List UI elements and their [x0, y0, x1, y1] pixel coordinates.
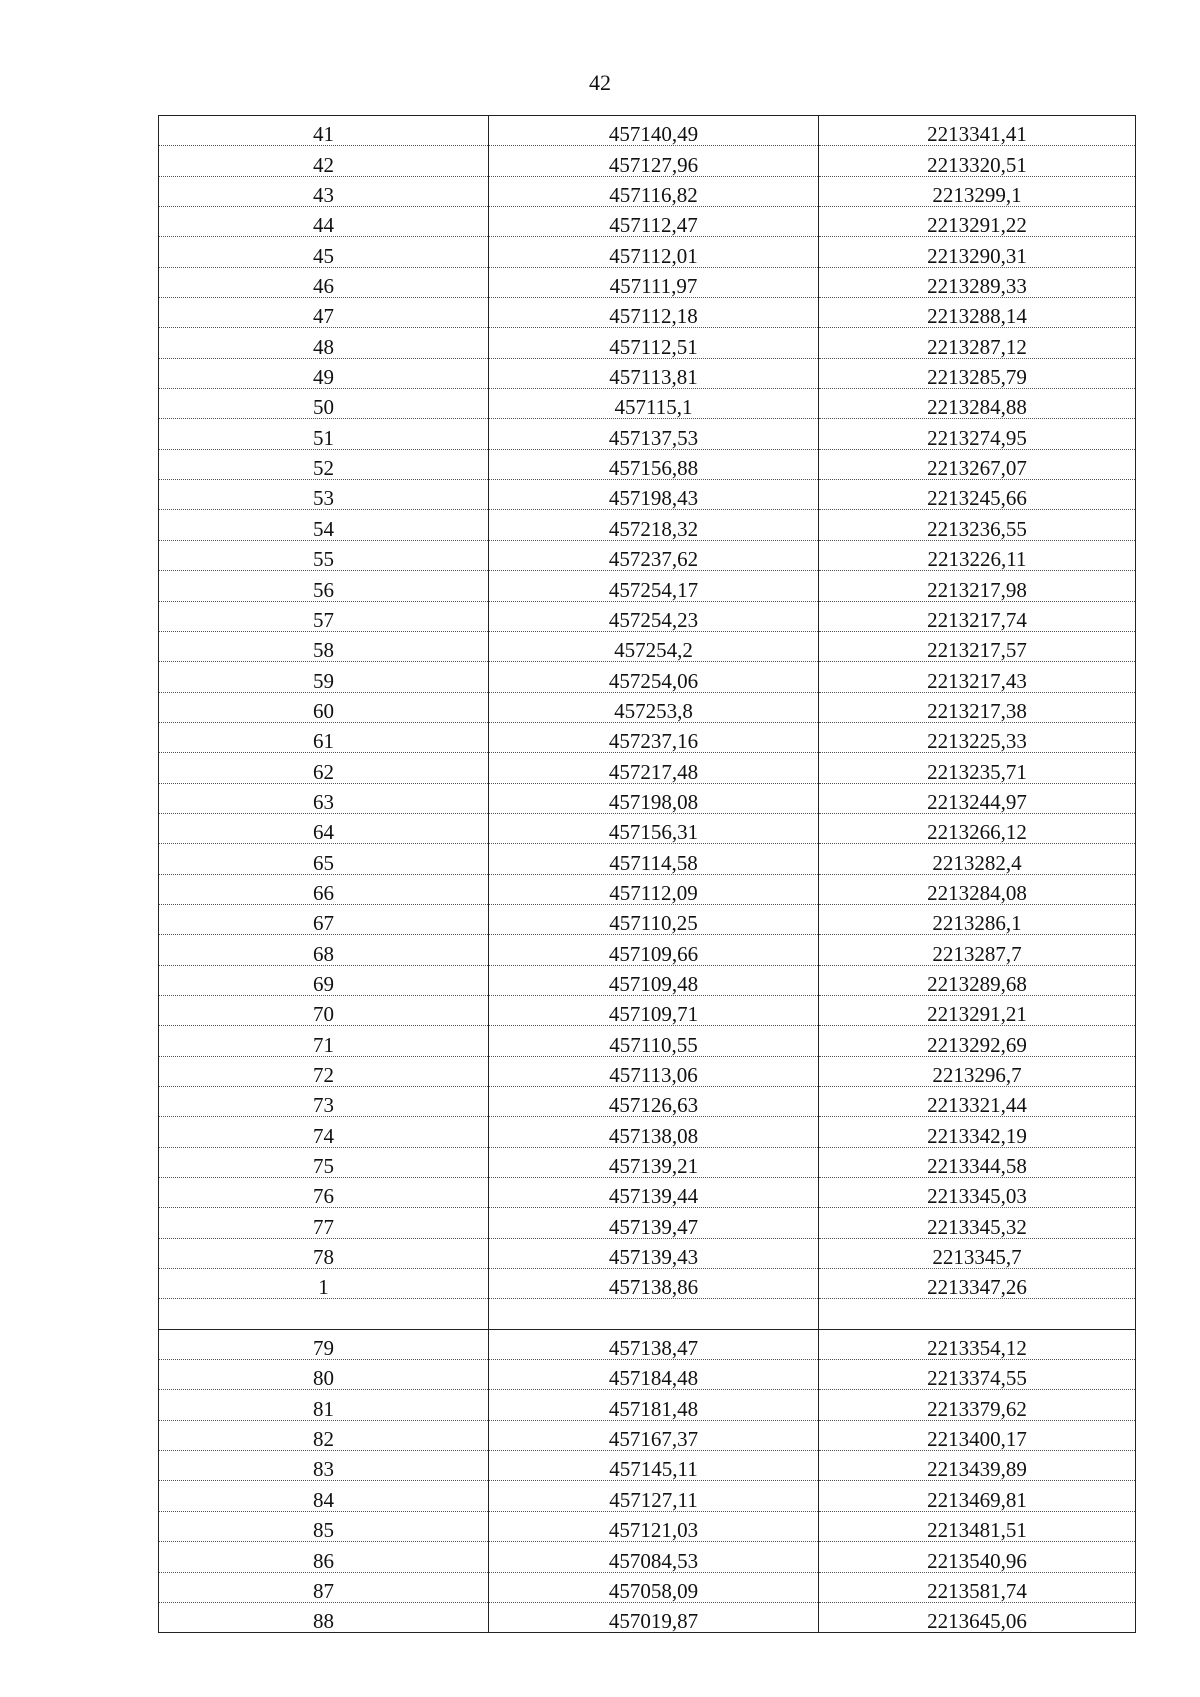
table-row: [159, 662, 1136, 692]
y-coordinate-cell: 2213344,58: [819, 1147, 1136, 1177]
y-coordinate-cell: 2213274,95: [819, 419, 1136, 449]
x-coordinate-cell: 457254,2: [489, 631, 819, 661]
x-coordinate-cell: 457138,47: [489, 1329, 819, 1359]
x-coordinate-cell: 457058,09: [489, 1572, 819, 1602]
table-row: [159, 510, 1136, 540]
y-coordinate-cell: 2213226,11: [819, 540, 1136, 570]
point-number-cell: 80: [159, 1360, 489, 1390]
point-number-cell: 68: [159, 935, 489, 965]
y-coordinate-cell: 2213288,14: [819, 298, 1136, 328]
point-number-cell: 53: [159, 480, 489, 510]
y-coordinate-cell: 2213345,03: [819, 1178, 1136, 1208]
point-number-cell: 56: [159, 571, 489, 601]
table-row: [159, 389, 1136, 419]
point-number-cell: 59: [159, 662, 489, 692]
point-number-cell: 74: [159, 1117, 489, 1147]
table-row: [159, 207, 1136, 237]
point-number-cell: 65: [159, 844, 489, 874]
point-number-cell: 46: [159, 267, 489, 297]
x-coordinate-cell: [489, 1299, 819, 1329]
x-coordinate-cell: 457138,08: [489, 1117, 819, 1147]
point-number-cell: 66: [159, 874, 489, 904]
y-coordinate-cell: 2213245,66: [819, 480, 1136, 510]
point-number-cell: 77: [159, 1208, 489, 1238]
x-coordinate-cell: 457121,03: [489, 1511, 819, 1541]
x-coordinate-cell: 457139,44: [489, 1178, 819, 1208]
table-row: [159, 1087, 1136, 1117]
y-coordinate-cell: 2213290,31: [819, 237, 1136, 267]
table-row: [159, 267, 1136, 297]
table-row: [159, 358, 1136, 388]
y-coordinate-cell: 2213341,41: [819, 116, 1136, 146]
y-coordinate-cell: 2213299,1: [819, 176, 1136, 206]
table-row: [159, 1117, 1136, 1147]
table-row: [159, 1238, 1136, 1268]
point-number-cell: 41: [159, 116, 489, 146]
point-number-cell: 63: [159, 783, 489, 813]
x-coordinate-cell: 457113,06: [489, 1056, 819, 1086]
x-coordinate-cell: 457139,47: [489, 1208, 819, 1238]
point-number-cell: 78: [159, 1238, 489, 1268]
y-coordinate-cell: 2213292,69: [819, 1026, 1136, 1056]
point-number-cell: 72: [159, 1056, 489, 1086]
y-coordinate-cell: 2213345,32: [819, 1208, 1136, 1238]
table-row: [159, 116, 1136, 146]
table-row: [159, 1360, 1136, 1390]
table-row: [159, 1511, 1136, 1541]
x-coordinate-cell: 457109,48: [489, 965, 819, 995]
x-coordinate-cell: 457167,37: [489, 1420, 819, 1450]
table-row: [159, 753, 1136, 783]
table-row: [159, 995, 1136, 1025]
point-number-cell: 62: [159, 753, 489, 783]
x-coordinate-cell: 457084,53: [489, 1542, 819, 1572]
x-coordinate-cell: 457137,53: [489, 419, 819, 449]
point-number-cell: 69: [159, 965, 489, 995]
table-row: [159, 571, 1136, 601]
table-row: [159, 783, 1136, 813]
point-number-cell: 42: [159, 146, 489, 176]
y-coordinate-cell: 2213284,08: [819, 874, 1136, 904]
y-coordinate-cell: 2213282,4: [819, 844, 1136, 874]
table-row: [159, 601, 1136, 631]
y-coordinate-cell: 2213287,12: [819, 328, 1136, 358]
table-row: [159, 1056, 1136, 1086]
point-number-cell: 76: [159, 1178, 489, 1208]
x-coordinate-cell: 457253,8: [489, 692, 819, 722]
x-coordinate-cell: 457145,11: [489, 1451, 819, 1481]
x-coordinate-cell: 457237,16: [489, 722, 819, 752]
y-coordinate-cell: 2213296,7: [819, 1056, 1136, 1086]
point-number-cell: 64: [159, 813, 489, 843]
point-number-cell: 75: [159, 1147, 489, 1177]
y-coordinate-cell: 2213469,81: [819, 1481, 1136, 1511]
y-coordinate-cell: 2213481,51: [819, 1511, 1136, 1541]
point-number-cell: 45: [159, 237, 489, 267]
point-number-cell: 52: [159, 449, 489, 479]
table-row: [159, 813, 1136, 843]
table-row: [159, 965, 1136, 995]
point-number-cell: 47: [159, 298, 489, 328]
point-number-cell: 43: [159, 176, 489, 206]
point-number-cell: 55: [159, 540, 489, 570]
table-row: [159, 1147, 1136, 1177]
point-number-cell: 61: [159, 722, 489, 752]
table-row: [159, 1178, 1136, 1208]
table-row: [159, 1208, 1136, 1238]
table-row: [159, 1542, 1136, 1572]
y-coordinate-cell: 2213236,55: [819, 510, 1136, 540]
x-coordinate-cell: 457181,48: [489, 1390, 819, 1420]
y-coordinate-cell: 2213291,22: [819, 207, 1136, 237]
table-row: [159, 1269, 1136, 1299]
table-row: [159, 449, 1136, 479]
x-coordinate-cell: 457198,43: [489, 480, 819, 510]
x-coordinate-cell: 457217,48: [489, 753, 819, 783]
coordinates-table-body: [159, 116, 1136, 1633]
x-coordinate-cell: 457110,25: [489, 904, 819, 934]
table-row: [159, 1026, 1136, 1056]
point-number-cell: 83: [159, 1451, 489, 1481]
y-coordinate-cell: 2213321,44: [819, 1087, 1136, 1117]
point-number-cell: 44: [159, 207, 489, 237]
y-coordinate-cell: 2213581,74: [819, 1572, 1136, 1602]
x-coordinate-cell: 457237,62: [489, 540, 819, 570]
x-coordinate-cell: 457112,47: [489, 207, 819, 237]
point-number-cell: 49: [159, 358, 489, 388]
x-coordinate-cell: 457115,1: [489, 389, 819, 419]
y-coordinate-cell: 2213374,55: [819, 1360, 1136, 1390]
y-coordinate-cell: 2213217,74: [819, 601, 1136, 631]
table-row: [159, 1390, 1136, 1420]
coordinates-table: [158, 115, 1136, 1633]
y-coordinate-cell: 2213286,1: [819, 904, 1136, 934]
y-coordinate-cell: 2213285,79: [819, 358, 1136, 388]
y-coordinate-cell: 2213284,88: [819, 389, 1136, 419]
x-coordinate-cell: 457019,87: [489, 1602, 819, 1632]
table-row: [159, 237, 1136, 267]
y-coordinate-cell: 2213400,17: [819, 1420, 1136, 1450]
x-coordinate-cell: 457139,43: [489, 1238, 819, 1268]
point-number-cell: 71: [159, 1026, 489, 1056]
x-coordinate-cell: 457109,66: [489, 935, 819, 965]
y-coordinate-cell: 2213244,97: [819, 783, 1136, 813]
y-coordinate-cell: 2213235,71: [819, 753, 1136, 783]
x-coordinate-cell: 457114,58: [489, 844, 819, 874]
y-coordinate-cell: 2213289,68: [819, 965, 1136, 995]
y-coordinate-cell: 2213287,7: [819, 935, 1136, 965]
point-number-cell: 58: [159, 631, 489, 661]
x-coordinate-cell: 457139,21: [489, 1147, 819, 1177]
point-number-cell: 87: [159, 1572, 489, 1602]
x-coordinate-cell: 457126,63: [489, 1087, 819, 1117]
point-number-cell: 57: [159, 601, 489, 631]
y-coordinate-cell: 2213266,12: [819, 813, 1136, 843]
table-row: [159, 298, 1136, 328]
table-row: [159, 1329, 1136, 1359]
x-coordinate-cell: 457112,18: [489, 298, 819, 328]
point-number-cell: [159, 1299, 489, 1329]
x-coordinate-cell: 457218,32: [489, 510, 819, 540]
y-coordinate-cell: 2213289,33: [819, 267, 1136, 297]
y-coordinate-cell: 2213645,06: [819, 1602, 1136, 1632]
y-coordinate-cell: 2213345,7: [819, 1238, 1136, 1268]
y-coordinate-cell: 2213217,98: [819, 571, 1136, 601]
page-number: 42: [589, 70, 611, 95]
point-number-cell: 60: [159, 692, 489, 722]
table-row: [159, 176, 1136, 206]
table-row: [159, 419, 1136, 449]
point-number-cell: 85: [159, 1511, 489, 1541]
point-number-cell: 51: [159, 419, 489, 449]
table-row: [159, 1299, 1136, 1329]
table-row: [159, 1481, 1136, 1511]
table-row: [159, 844, 1136, 874]
y-coordinate-cell: 2213217,38: [819, 692, 1136, 722]
point-number-cell: 50: [159, 389, 489, 419]
table-row: [159, 1572, 1136, 1602]
table-row: [159, 631, 1136, 661]
table-row: [159, 1451, 1136, 1481]
y-coordinate-cell: 2213354,12: [819, 1329, 1136, 1359]
x-coordinate-cell: 457127,96: [489, 146, 819, 176]
table-row: [159, 540, 1136, 570]
y-coordinate-cell: 2213342,19: [819, 1117, 1136, 1147]
x-coordinate-cell: 457112,01: [489, 237, 819, 267]
x-coordinate-cell: 457140,49: [489, 116, 819, 146]
y-coordinate-cell: 2213267,07: [819, 449, 1136, 479]
x-coordinate-cell: 457127,11: [489, 1481, 819, 1511]
table-row: [159, 328, 1136, 358]
table-row: [159, 692, 1136, 722]
point-number-cell: 54: [159, 510, 489, 540]
table-row: [159, 874, 1136, 904]
point-number-cell: 67: [159, 904, 489, 934]
x-coordinate-cell: 457110,55: [489, 1026, 819, 1056]
x-coordinate-cell: 457156,88: [489, 449, 819, 479]
point-number-cell: 73: [159, 1087, 489, 1117]
point-number-cell: 70: [159, 995, 489, 1025]
x-coordinate-cell: 457116,82: [489, 176, 819, 206]
y-coordinate-cell: 2213439,89: [819, 1451, 1136, 1481]
point-number-cell: 81: [159, 1390, 489, 1420]
point-number-cell: 82: [159, 1420, 489, 1450]
point-number-cell: 88: [159, 1602, 489, 1632]
point-number-cell: 79: [159, 1329, 489, 1359]
x-coordinate-cell: 457198,08: [489, 783, 819, 813]
y-coordinate-cell: 2213291,21: [819, 995, 1136, 1025]
table-row: [159, 722, 1136, 752]
x-coordinate-cell: 457112,09: [489, 874, 819, 904]
table-row: [159, 1420, 1136, 1450]
point-number-cell: 84: [159, 1481, 489, 1511]
x-coordinate-cell: 457184,48: [489, 1360, 819, 1390]
table-row: [159, 1602, 1136, 1632]
y-coordinate-cell: 2213347,26: [819, 1269, 1136, 1299]
y-coordinate-cell: 2213379,62: [819, 1390, 1136, 1420]
y-coordinate-cell: 2213540,96: [819, 1542, 1136, 1572]
table-row: [159, 904, 1136, 934]
y-coordinate-cell: [819, 1299, 1136, 1329]
x-coordinate-cell: 457254,17: [489, 571, 819, 601]
x-coordinate-cell: 457156,31: [489, 813, 819, 843]
x-coordinate-cell: 457113,81: [489, 358, 819, 388]
point-number-cell: 1: [159, 1269, 489, 1299]
point-number-cell: 86: [159, 1542, 489, 1572]
point-number-cell: 48: [159, 328, 489, 358]
y-coordinate-cell: 2213320,51: [819, 146, 1136, 176]
table-row: [159, 935, 1136, 965]
table-row: [159, 146, 1136, 176]
x-coordinate-cell: 457254,06: [489, 662, 819, 692]
y-coordinate-cell: 2213225,33: [819, 722, 1136, 752]
x-coordinate-cell: 457111,97: [489, 267, 819, 297]
table-row: [159, 480, 1136, 510]
x-coordinate-cell: 457109,71: [489, 995, 819, 1025]
y-coordinate-cell: 2213217,43: [819, 662, 1136, 692]
x-coordinate-cell: 457112,51: [489, 328, 819, 358]
x-coordinate-cell: 457138,86: [489, 1269, 819, 1299]
x-coordinate-cell: 457254,23: [489, 601, 819, 631]
y-coordinate-cell: 2213217,57: [819, 631, 1136, 661]
